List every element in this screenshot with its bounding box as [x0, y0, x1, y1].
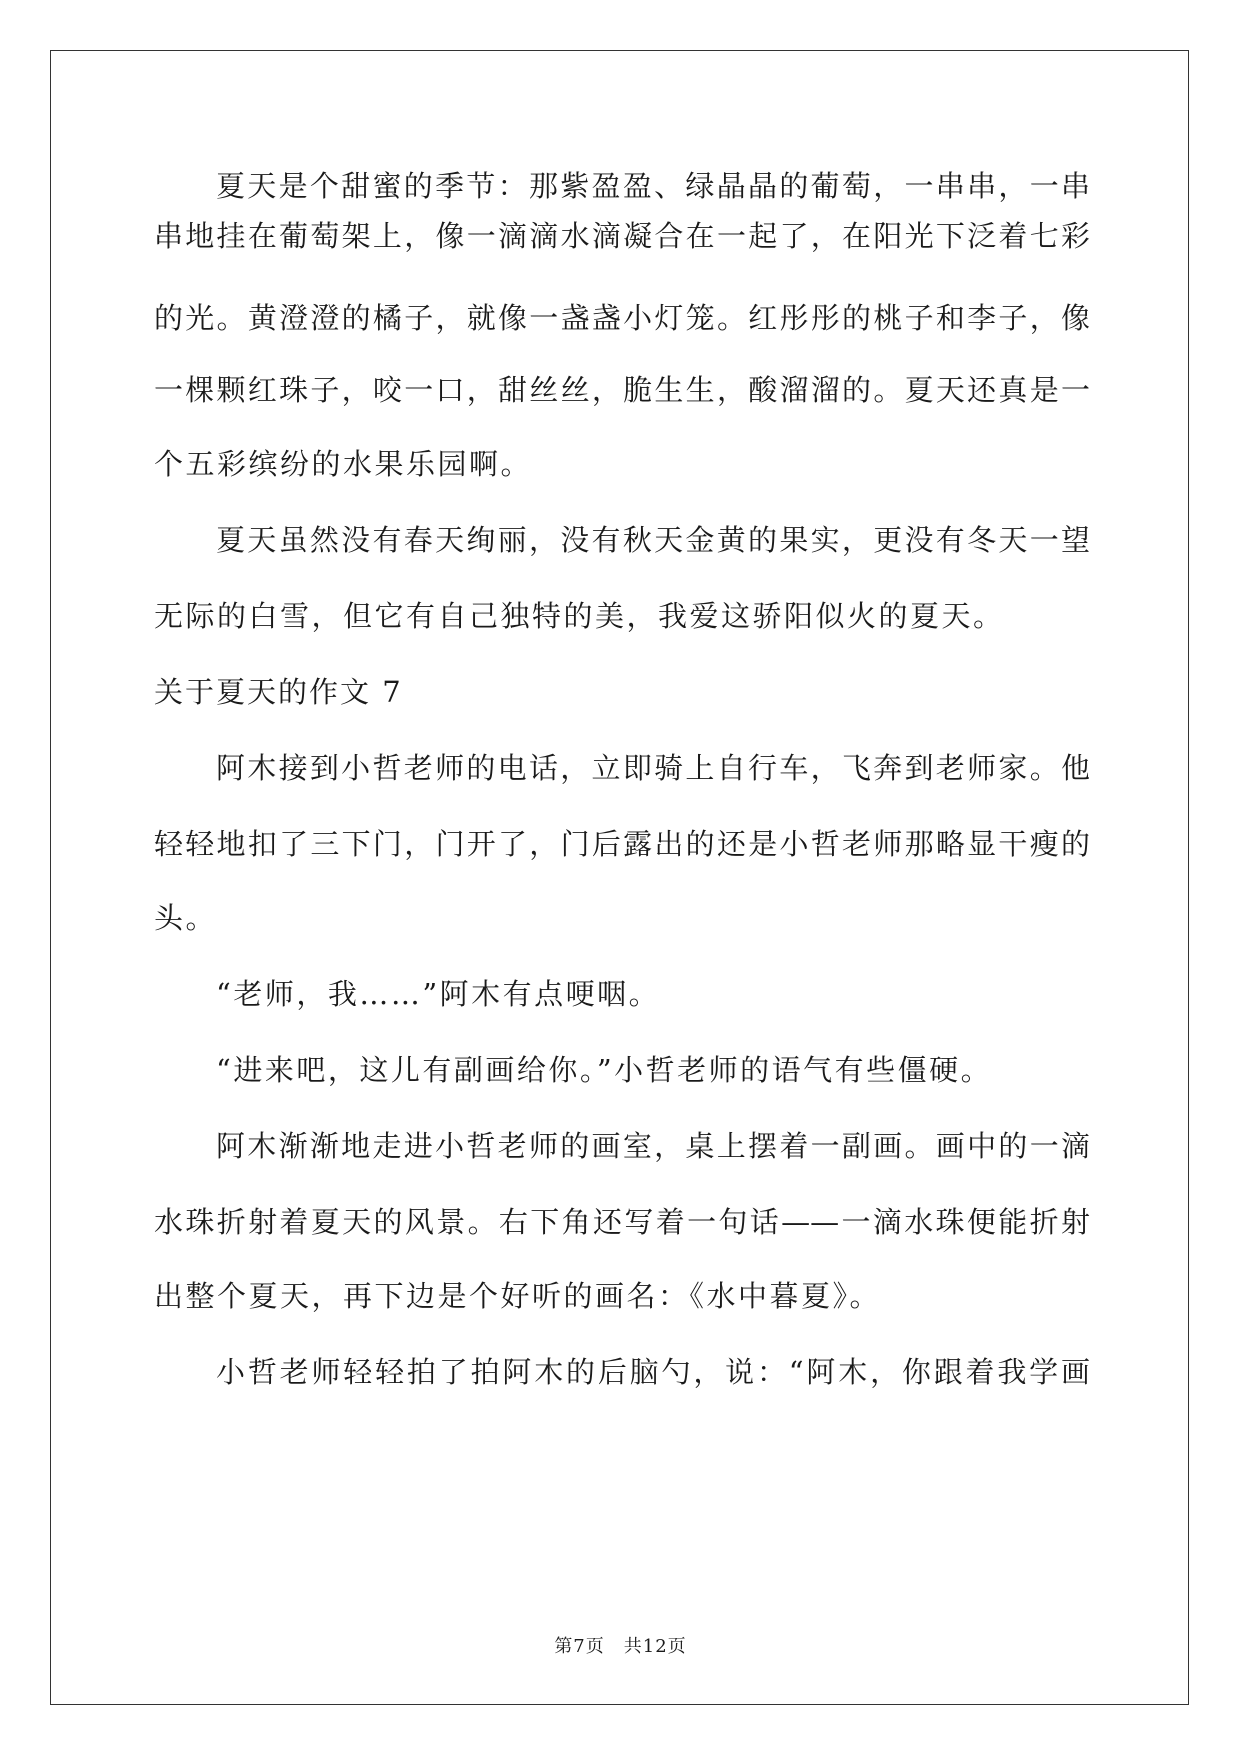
paragraph-6-line-2: 水珠折射着夏天的风景。右下角还写着一句话——一滴水珠便能折射 [154, 1205, 1090, 1239]
paragraph-1-line-5: 个五彩缤纷的水果乐园啊。 [154, 447, 533, 481]
paragraph-3-line-2: 轻轻地扣了三下门，门开了，门后露出的还是小哲老师那略显干瘦的 [154, 827, 1090, 861]
paragraph-4-line-1: “老师，我……”阿木有点哽咽。 [216, 977, 661, 1011]
paragraph-2-line-1: 夏天虽然没有春天绚丽，没有秋天金黄的果实，更没有冬天一望 [216, 523, 1090, 557]
paragraph-2-line-2: 无际的白雪，但它有自己独特的美，我爱这骄阳似火的夏天。 [154, 599, 1005, 633]
page-number-footer: 第7页 共12页 [554, 1636, 687, 1657]
paragraph-7-line-1: 小哲老师轻轻拍了拍阿木的后脑勺，说：“阿木，你跟着我学画 [216, 1355, 1090, 1389]
paragraph-1-line-3: 的光。黄澄澄的橘子，就像一盏盏小灯笼。红彤彤的桃子和李子，像 [154, 301, 1090, 335]
page-border [50, 50, 1189, 1705]
paragraph-1-line-4: 一棵颗红珠子，咬一口，甜丝丝，脆生生，酸溜溜的。夏天还真是一 [154, 373, 1090, 407]
paragraph-1-line-1: 夏天是个甜蜜的季节：那紫盈盈、绿晶晶的葡萄，一串串，一串 [216, 169, 1090, 203]
paragraph-3-line-3: 头。 [154, 901, 218, 935]
paragraph-3-line-1: 阿木接到小哲老师的电话，立即骑上自行车，飞奔到老师家。他 [216, 751, 1090, 785]
paragraph-1-line-2: 串地挂在葡萄架上，像一滴滴水滴凝合在一起了，在阳光下泛着七彩 [154, 219, 1090, 253]
section-heading: 关于夏天的作文 7 [154, 675, 403, 709]
paragraph-6-line-1: 阿木渐渐地走进小哲老师的画室，桌上摆着一副画。画中的一滴 [216, 1129, 1090, 1163]
paragraph-5-line-1: “进来吧，这儿有副画给你。”小哲老师的语气有些僵硬。 [216, 1053, 993, 1087]
paragraph-6-line-3: 出整个夏天，再下边是个好听的画名：《水中暮夏》。 [154, 1279, 882, 1313]
